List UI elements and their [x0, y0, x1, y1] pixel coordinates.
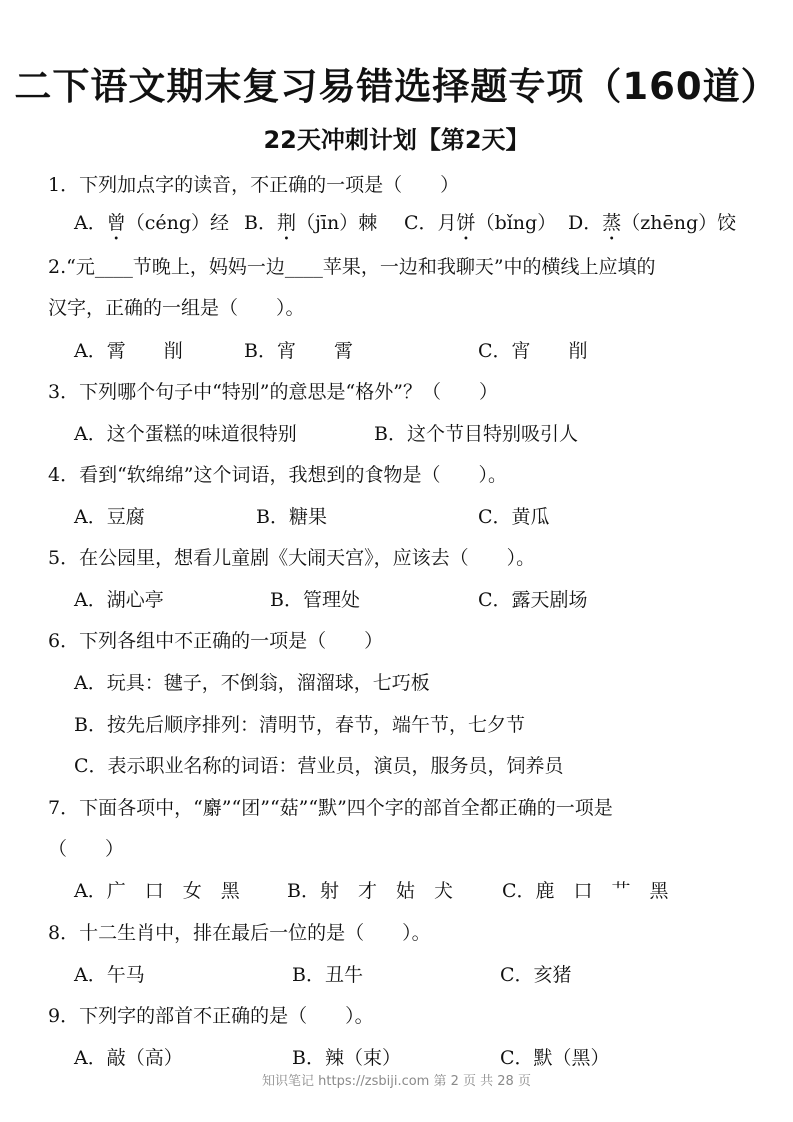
question-5-option-a[interactable]: A．湖心亭: [74, 589, 164, 611]
question-1-option-a[interactable]: A．曾（céng）经: [74, 212, 230, 234]
question-4-option-c[interactable]: C．黄瓜: [478, 506, 550, 528]
question-3-stem: 3．下列哪个句子中“特别”的意思是“格外”？（ ）: [48, 381, 498, 403]
question-5-option-b[interactable]: B．管理处: [270, 589, 360, 611]
question-9-option-b[interactable]: B．辣（束）: [292, 1047, 401, 1069]
page-title: 二下语文期末复习易错选择题专项（160道）: [14, 65, 779, 108]
question-7-stem-line-1: 7．下面各项中，“麝”“团”“菇”“默”四个字的部首全都正确的一项是: [48, 797, 613, 819]
question-6-option-c[interactable]: C．表示职业名称的词语：营业员，演员，服务员，饲养员: [74, 755, 564, 777]
question-8-option-a[interactable]: A．午马: [74, 964, 145, 986]
question-6-stem: 6．下列各组中不正确的一项是（ ）: [48, 630, 384, 652]
page-footer: 知识笔记 https://zsbiji.com 第 2 页 共 28 页: [262, 1074, 531, 1089]
page-subtitle: 22天冲刺计划【第2天】: [263, 126, 530, 154]
question-1-stem: 1．下列加点字的读音，不正确的一项是（ ）: [48, 174, 460, 196]
question-2-option-a[interactable]: A．霄 削: [74, 340, 183, 362]
question-2-stem-line-2: 汉字，正确的一组是（ ）。: [48, 297, 305, 319]
question-2-option-b[interactable]: B．宵 霄: [244, 340, 353, 362]
question-3-option-b[interactable]: B．这个节目特别吸引人: [374, 423, 578, 445]
question-7-option-c[interactable]: C．鹿 口 艹 黑: [502, 880, 669, 902]
question-4-option-a[interactable]: A．豆腐: [74, 506, 145, 528]
question-3-option-a[interactable]: A．这个蛋糕的味道很特别: [74, 423, 297, 445]
question-9-option-a[interactable]: A．敲（高）: [74, 1047, 183, 1069]
question-6-option-a[interactable]: A．玩具：毽子，不倒翁，溜溜球，七巧板: [74, 672, 430, 694]
question-1-option-c[interactable]: C．月饼（bǐng）: [404, 212, 557, 234]
question-2-stem-line-1: 2.“元____节晚上，妈妈一边____苹果，一边和我聊天”中的横线上应填的: [48, 256, 656, 278]
question-5-option-c[interactable]: C．露天剧场: [478, 589, 588, 611]
question-7-option-b[interactable]: B．射 才 姑 犬: [287, 880, 453, 902]
question-2-option-c[interactable]: C．宵 削: [478, 340, 588, 362]
question-9-option-c[interactable]: C．默（黑）: [500, 1047, 610, 1069]
question-7-stem-line-2: （ ）: [48, 838, 125, 860]
question-7-option-a[interactable]: A．广 口 女 黑: [74, 880, 240, 902]
question-8-stem: 8．十二生肖中，排在最后一位的是（ ）。: [48, 922, 431, 944]
question-6-option-b[interactable]: B．按先后顺序排列：清明节，春节，端午节，七夕节: [74, 714, 525, 736]
question-1-option-b[interactable]: B．荆（jīn）棘: [244, 212, 378, 234]
question-4-stem: 4．看到“软绵绵”这个词语，我想到的食物是（ ）。: [48, 464, 508, 486]
question-8-option-b[interactable]: B．丑牛: [292, 964, 363, 986]
question-9-stem: 9．下列字的部首不正确的是（ ）。: [48, 1005, 374, 1027]
question-8-option-c[interactable]: C．亥猪: [500, 964, 572, 986]
question-1-option-d[interactable]: D．蒸（zhēng）饺: [568, 212, 737, 234]
question-4-option-b[interactable]: B．糖果: [256, 506, 327, 528]
question-5-stem: 5．在公园里，想看儿童剧《大闹天宫》，应该去（ ）。: [48, 547, 536, 569]
